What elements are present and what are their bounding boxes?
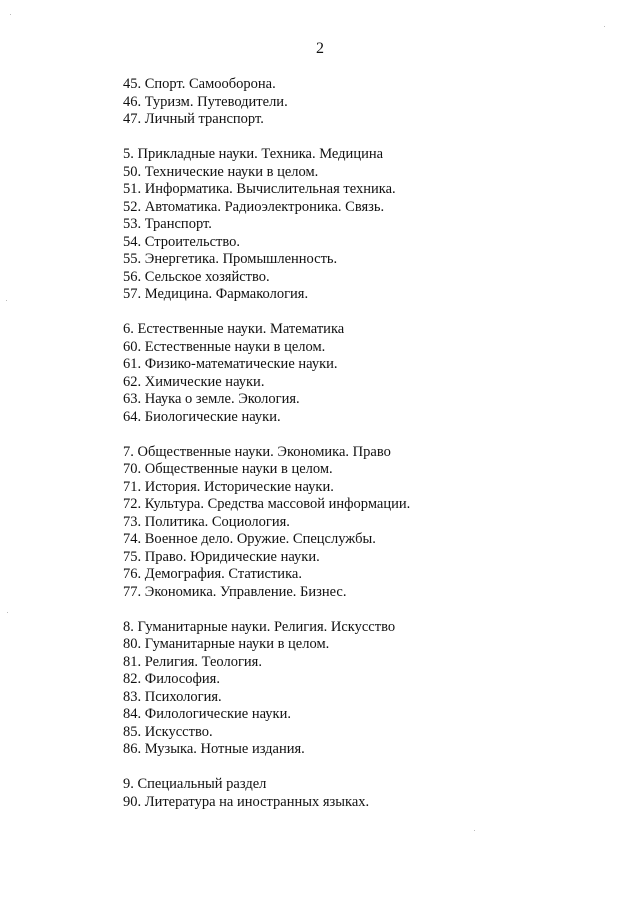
list-item: 80. Гуманитарные науки в целом. bbox=[123, 636, 330, 652]
list-item: 61. Физико-математические науки. bbox=[123, 356, 338, 372]
list-item: 72. Культура. Средства массовой информации. bbox=[123, 496, 411, 512]
page-number: 2 bbox=[316, 40, 324, 57]
list-item: 62. Химические науки. bbox=[123, 373, 265, 390]
list-item: 90. Литература на иностранных языках. bbox=[123, 793, 370, 810]
list-item: 55. Энергетика. Промышленность. bbox=[123, 251, 338, 267]
section-heading: 5. Прикладные науки. Техника. Медицина bbox=[123, 146, 384, 162]
list-item: 82. Философия. bbox=[123, 671, 220, 687]
list-item: 54. Строительство. bbox=[123, 233, 241, 250]
section-group-special bbox=[123, 776, 603, 811]
section-heading: 7. Общественные науки. Экономика. Право bbox=[123, 443, 391, 460]
list-item: 57. Медицина. Фармакология. bbox=[123, 286, 309, 302]
list-item: 74. Военное дело. Оружие. Спецслужбы. bbox=[123, 531, 376, 547]
list-item: 75. Право. Юридические науки. bbox=[123, 548, 320, 565]
list-item: 83. Психология. bbox=[123, 688, 222, 705]
list-item: 73. Политика. Социология. bbox=[123, 513, 290, 530]
section-group-social-sciences bbox=[123, 444, 603, 602]
list-item: 45. Спорт. Самооборона. bbox=[123, 76, 276, 92]
list-item: 60. Естественные науки в целом. bbox=[123, 338, 326, 355]
section-group-natural-sciences bbox=[123, 321, 603, 426]
list-item: 71. История. Исторические науки. bbox=[123, 478, 334, 495]
list-item: 46. Туризм. Путеводители. bbox=[123, 93, 288, 110]
list-item: 63. Наука о земле. Экология. bbox=[123, 391, 300, 407]
list-item: 51. Информатика. Вычислительная техника. bbox=[123, 181, 396, 197]
document-body bbox=[123, 76, 603, 811]
list-item: 81. Религия. Теология. bbox=[123, 653, 262, 670]
list-item: 50. Технические науки в целом. bbox=[123, 163, 319, 180]
section-group-humanities bbox=[123, 619, 603, 759]
list-item: 76. Демография. Статистика. bbox=[123, 566, 302, 582]
section-heading: 6. Естественные науки. Математика bbox=[123, 321, 345, 337]
list-item: 64. Биологические науки. bbox=[123, 408, 281, 425]
list-item: 77. Экономика. Управление. Бизнес. bbox=[123, 583, 347, 600]
list-item: 52. Автоматика. Радиоэлектроника. Связь. bbox=[123, 198, 385, 215]
list-item: 85. Искусство. bbox=[123, 723, 213, 740]
list-item: 86. Музыка. Нотные издания. bbox=[123, 741, 305, 757]
list-item: 70. Общественные науки в целом. bbox=[123, 461, 333, 477]
section-group-applied-sciences bbox=[123, 146, 603, 304]
list-item: 53. Транспорт. bbox=[123, 216, 212, 232]
section-group-sport bbox=[123, 76, 603, 129]
list-item: 47. Личный транспорт. bbox=[123, 111, 264, 127]
list-item: 84. Филологические науки. bbox=[123, 706, 291, 722]
list-item: 56. Сельское хозяйство. bbox=[123, 268, 270, 285]
section-heading: 9. Специальный раздел bbox=[123, 776, 267, 792]
section-heading: 8. Гуманитарные науки. Религия. Искусство bbox=[123, 618, 396, 635]
